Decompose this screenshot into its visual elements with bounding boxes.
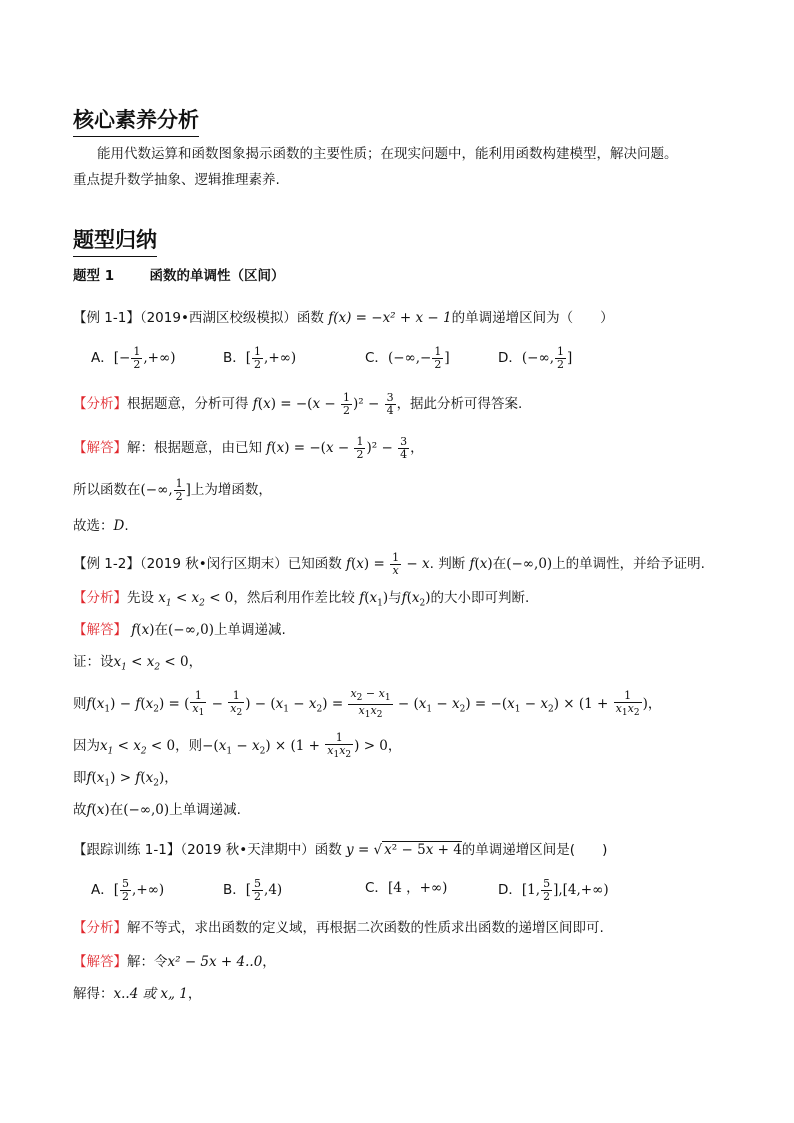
ex1-option-b: B．[ $\frac{1}{2}$ ,+∞) — [223, 345, 297, 371]
answer-tag: 【解答】 — [73, 622, 127, 638]
ex2-answer: 【解答】 f(x)在(−∞,0)上单调递减. — [73, 622, 286, 638]
because-b: ，则 — [175, 738, 203, 755]
because-text: 因为 — [73, 738, 100, 755]
answer-b: 上单调递减. — [213, 622, 286, 638]
answer-expr: x² − 5x + 4..0 — [167, 954, 263, 970]
tr1-tail: 的单调递增区间是( ) — [461, 842, 608, 858]
ex2-question: 【例 1-2】（2019 秋•闵行区期末）已知函数 f(x) = $\frac{1}{x}$ − x. 判断 f(x)在(−∞,0)上的单调性，并给予证明. — [73, 551, 705, 577]
answer-text: 解：令 — [127, 954, 168, 970]
ex1-option-a: A．[− $\frac{1}{2}$ ,+∞) — [91, 345, 176, 371]
option-c-value: [4 ，+∞) — [387, 880, 448, 896]
choose-value: D — [113, 518, 125, 534]
tr1-analysis — [73, 918, 604, 938]
analysis-tag: 【分析】 — [73, 590, 127, 606]
type1-label: 题型 1 — [73, 268, 115, 284]
ie-text: 即 — [73, 770, 87, 786]
thus-text: 故 — [73, 802, 87, 818]
ex1-answer: 【解答】解：根据题意，由已知 f(x) = −(x − $\frac{1}{2}$ )² − $\frac{3}{4}$ ， — [73, 435, 424, 461]
ex2-proof-diff: 则$f(x_1) - f(x_2)$ = ( $\frac{1}{x_1}$ − $\frac{1}{x_2}$ ) − $(x_1 - x_2)$ = $\frac{x_2 - x_1}{x_1x_2}$ − $(x_1 - x_2) = -(x_1 - x_2) \times (1$ + $\frac{1}{x_1x_2}$ )， — [73, 687, 662, 721]
tr1-solve — [73, 984, 201, 1004]
solve-end: ， — [187, 986, 202, 1002]
ex2-mid2: 在 — [492, 556, 507, 572]
then-text: 则 — [73, 696, 87, 713]
option-letter: A． — [91, 350, 114, 366]
choose-end: . — [124, 518, 129, 534]
ex1-func: f(x) = −x² + x − 1 — [328, 310, 452, 326]
section-title-core: 核心素养分析 — [73, 104, 199, 137]
ex1-option-d: D．(−∞, $\frac{1}{2}$ ] — [498, 345, 573, 371]
ex1-tag: 【例 1-1】 — [73, 310, 140, 326]
ex1-option-c: C．(−∞,− $\frac{1}{2}$ ] — [365, 345, 450, 371]
option-letter: D． — [498, 350, 522, 366]
tr1-option-c — [365, 878, 447, 898]
core-paragraph-2: 重点提升数学抽象、逻辑推理素养. — [73, 172, 280, 188]
ex2-source: （2019 秋•闵行区期末）已知函数 — [139, 556, 342, 572]
tr1-tag: 【跟踪训练 1-1】 — [73, 842, 181, 858]
ex1-source: （2019•西湖区校级模拟）函数 — [139, 310, 324, 326]
ex1-so: 所以函数在(−∞, $\frac{1}{2}$ ]上为增函数， — [73, 477, 272, 503]
choose-text: 故选： — [73, 518, 114, 534]
tr1-option-a: A．[ $\frac{5}{2}$ ,+∞) — [91, 877, 165, 903]
tr1-answer: 【解答】解：令x² − 5x + 4..0， — [73, 954, 276, 970]
solve-text: 解得： — [73, 986, 114, 1002]
ex1-question-tail: 的单调递增区间为（ ） — [451, 310, 614, 326]
option-letter: C． — [365, 880, 388, 896]
ex1-choose — [73, 516, 129, 536]
proof-a: 证：设 — [73, 654, 114, 670]
analysis-tag: 【分析】 — [73, 920, 127, 936]
thus-c: 上单调递减. — [169, 802, 241, 818]
tr1-question: 【跟踪训练 1-1】（2019 秋•天津期中）函数 y = √ x² − 5x + 4的单调递增区间是( ) — [73, 842, 608, 858]
ex2-because: 因为$x_1 < x_2 < 0$，则$-(x_1 - x_2) \times (1$ + $\frac{1}{x_1x_2}$ ) > 0， — [73, 731, 402, 761]
analysis-d: 的大小即可判断. — [430, 590, 530, 606]
analysis-tail: ，据此分析可得答案. — [396, 396, 523, 412]
analysis-a: 先设 — [127, 590, 154, 606]
solve-expr: x..4 或 x„ 1 — [113, 986, 188, 1002]
ex2-tag: 【例 1-2】 — [73, 556, 140, 572]
ex1-question — [73, 308, 614, 328]
option-letter: B． — [223, 882, 246, 898]
answer-a: 在 — [154, 622, 168, 638]
option-letter: D． — [498, 882, 522, 898]
core-paragraph-1: 能用代数运算和函数图象揭示函数的主要性质；在现实问题中，能利用函数构建模型，解决问题。 — [97, 146, 678, 162]
ex2-mid: . 判断 — [429, 556, 466, 572]
type1-title: 函数的单调性（区间） — [149, 268, 285, 284]
analysis-b: ，然后利用作差比较 — [233, 590, 355, 606]
answer-tag: 【解答】 — [73, 440, 127, 456]
type1-heading — [73, 266, 285, 286]
analysis-c: 与 — [388, 590, 402, 606]
ex2-proof-start: 证：设$x_1 < x_2 < 0$， — [73, 654, 203, 673]
ex2-ie: 即$f(x_1) > f(x_2)$， — [73, 770, 178, 789]
option-letter: C． — [365, 350, 388, 366]
ex1-analysis: 【分析】根据题意，分析可得 f(x) = −(x − $\frac{1}{2}$ )² − $\frac{3}{4}$ ，据此分析可得答案. — [73, 391, 523, 417]
analysis-text: 解不等式，求出函数的定义域，再根据二次函数的性质求出函数的递增区间即可. — [127, 920, 604, 936]
analysis-tag: 【分析】 — [73, 396, 127, 412]
so-tail: 上为增函数， — [190, 482, 272, 498]
option-letter: B． — [223, 350, 246, 366]
section-title-types: 题型归纳 — [73, 224, 157, 257]
so-text: 所以函数在 — [73, 482, 141, 498]
answer-text: 解：根据题意，由已知 — [127, 440, 262, 456]
ex2-thus: 故f(x)在(−∞,0)上单调递减. — [73, 802, 241, 818]
ex2-analysis: 【分析】先设 $x_1 < x_2 < 0$，然后利用作差比较 $f(x_1)$与$f(x_2)$的大小即可判断. — [73, 590, 530, 609]
tr1-option-b: B．[ $\frac{5}{2}$ ,4) — [223, 877, 283, 903]
analysis-text: 根据题意，分析可得 — [127, 396, 249, 412]
thus-b: 在 — [109, 802, 124, 818]
tr1-option-d: D．[1, $\frac{5}{2}$ ],[4,+∞) — [498, 877, 609, 903]
ex2-tail: 上的单调性，并给予证明. — [552, 556, 705, 572]
answer-tag: 【解答】 — [73, 954, 127, 970]
option-letter: A． — [91, 882, 114, 898]
tr1-source: （2019 秋•天津期中）函数 — [180, 842, 342, 858]
